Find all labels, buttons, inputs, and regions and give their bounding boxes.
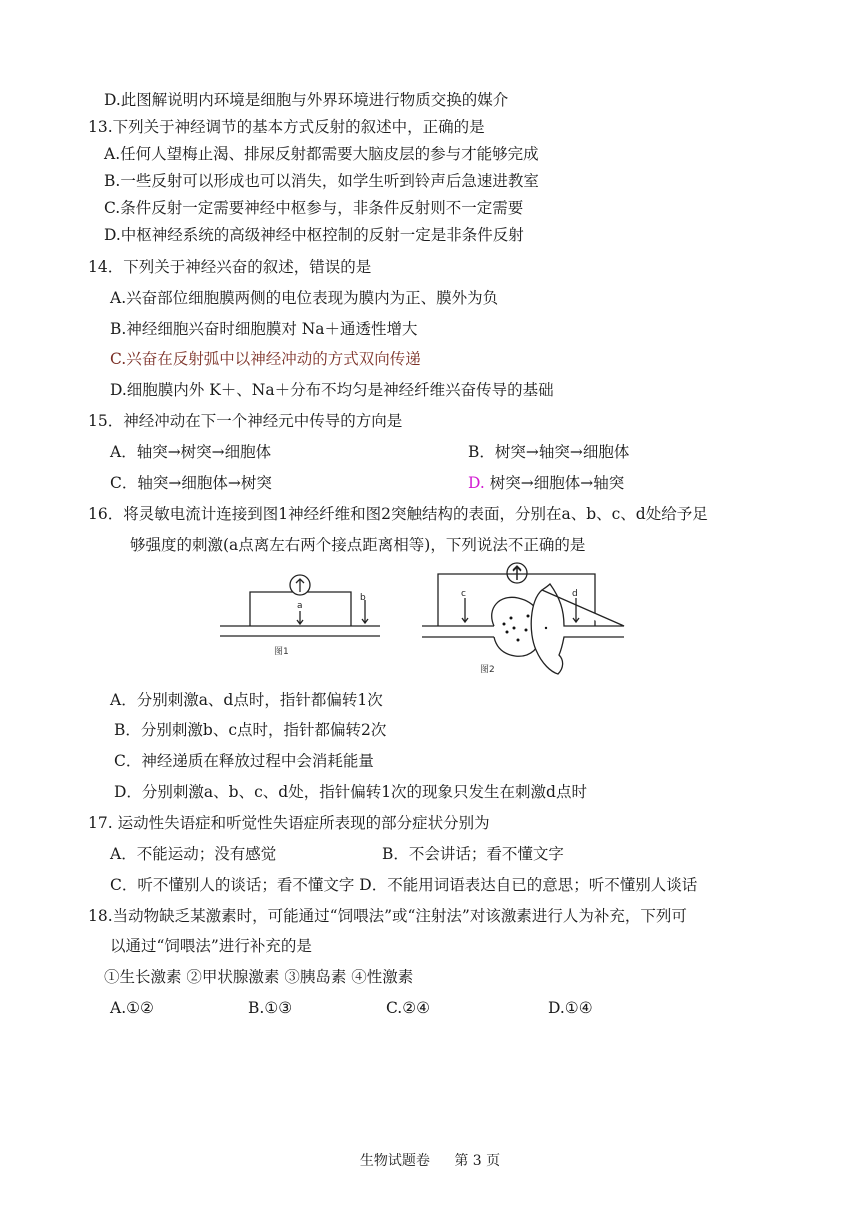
q18-option-d: D.①④ xyxy=(548,999,593,1017)
q14-option-b: B.神经细胞兴奋时细胞膜对 Na＋通透性增大 xyxy=(110,320,418,338)
q15-option-b: B．树突→轴突→细胞体 xyxy=(468,443,630,461)
figure-1-caption: 图1 xyxy=(274,647,289,657)
q15-option-d-text: 树突→细胞体→轴突 xyxy=(489,474,625,492)
q15-option-d xyxy=(468,472,624,494)
figure-2-synapse xyxy=(418,560,628,680)
q17-options-c-d: C．听不懂别人的谈话；看不懂文字 D．不能用词语表达自已的意思；听不懂别人谈话 xyxy=(110,876,698,894)
figure-2-caption: 图2 xyxy=(480,665,495,675)
q15-option-c: C．轴突→细胞体→树突 xyxy=(110,474,272,492)
label-c: c xyxy=(461,589,466,599)
q14-option-c: C.兴奋在反射弧中以神经冲动的方式双向传递 xyxy=(110,350,421,368)
label-a: a xyxy=(297,601,303,611)
label-b: b xyxy=(360,593,366,603)
q16-option-a: A．分别刺激a、d点时，指针都偏转1次 xyxy=(110,691,383,709)
q13-option-d: D.中枢神经系统的高级神经中枢控制的反射一定是非条件反射 xyxy=(104,226,524,244)
q18-option-b: B.①③ xyxy=(248,999,293,1017)
page-footer xyxy=(0,1150,860,1170)
q18-stem-continued: 以通过“饲喂法”进行补充的是 xyxy=(110,937,312,955)
q15-option-a: A．轴突→树突→细胞体 xyxy=(110,443,272,461)
figure-1-nerve-fiber xyxy=(218,570,383,660)
footer-page-number: 第 3 页 xyxy=(454,1153,501,1169)
q16-stem-continued: 够强度的刺激(a点离左右两个接点距离相等)，下列说法不正确的是 xyxy=(130,536,586,554)
q18-option-c: C.②④ xyxy=(386,999,431,1017)
q18-option-a: A.①② xyxy=(110,999,154,1017)
q14-option-d: D.细胞膜内外 K＋、Na＋分布不均匀是神经纤维兴奋传导的基础 xyxy=(110,381,554,399)
footer-subject: 生物试题卷 xyxy=(359,1153,430,1169)
q13-option-b: B.一些反射可以形成也可以消失，如学生听到铃声后急速进教室 xyxy=(104,172,539,190)
q17-option-b: B．不会讲话；看不懂文字 xyxy=(382,845,564,863)
q16-option-c: C．神经递质在释放过程中会消耗能量 xyxy=(114,752,374,770)
q14-stem: 14．下列关于神经兴奋的叙述，错误的是 xyxy=(88,258,372,276)
q15-stem: 15．神经冲动在下一个神经元中传导的方向是 xyxy=(88,412,403,430)
q13-option-a: A.任何人望梅止渴、排尿反射都需要大脑皮层的参与才能够完成 xyxy=(104,145,539,163)
q17-option-a: A．不能运动；没有感觉 xyxy=(110,845,277,863)
q14-option-a: A.兴奋部位细胞膜两侧的电位表现为膜内为正、膜外为负 xyxy=(110,289,499,307)
q16-option-d: D．分别刺激a、b、c、d处，指针偏转1次的现象只发生在刺激d点时 xyxy=(114,783,587,801)
q12-option-d: D.此图解说明内环境是细胞与外界环境进行物质交换的媒介 xyxy=(104,91,509,109)
q18-stem: 18.当动物缺乏某激素时，可能通过“饲喂法”或“注射法”对该激素进行人为补充，下列可 xyxy=(88,907,687,925)
q13-stem: 13.下列关于神经调节的基本方式反射的叙述中，正确的是 xyxy=(88,118,485,136)
q17-stem: 17. 运动性失语症和听觉性失语症所表现的部分症状分别为 xyxy=(88,814,490,832)
label-d: d xyxy=(572,589,578,599)
q16-stem: 16．将灵敏电流计连接到图1神经纤维和图2突触结构的表面，分别在a、b、c、d处给予足 xyxy=(88,505,708,523)
q15-option-d-letter: D. xyxy=(468,474,485,492)
q13-option-c: C.条件反射一定需要神经中枢参与，非条件反射则不一定需要 xyxy=(104,199,524,217)
q16-option-b: B．分别刺激b、c点时，指针都偏转2次 xyxy=(114,721,387,739)
q18-items: ①生长激素 ②甲状腺激素 ③胰岛素 ④性激素 xyxy=(104,968,414,986)
